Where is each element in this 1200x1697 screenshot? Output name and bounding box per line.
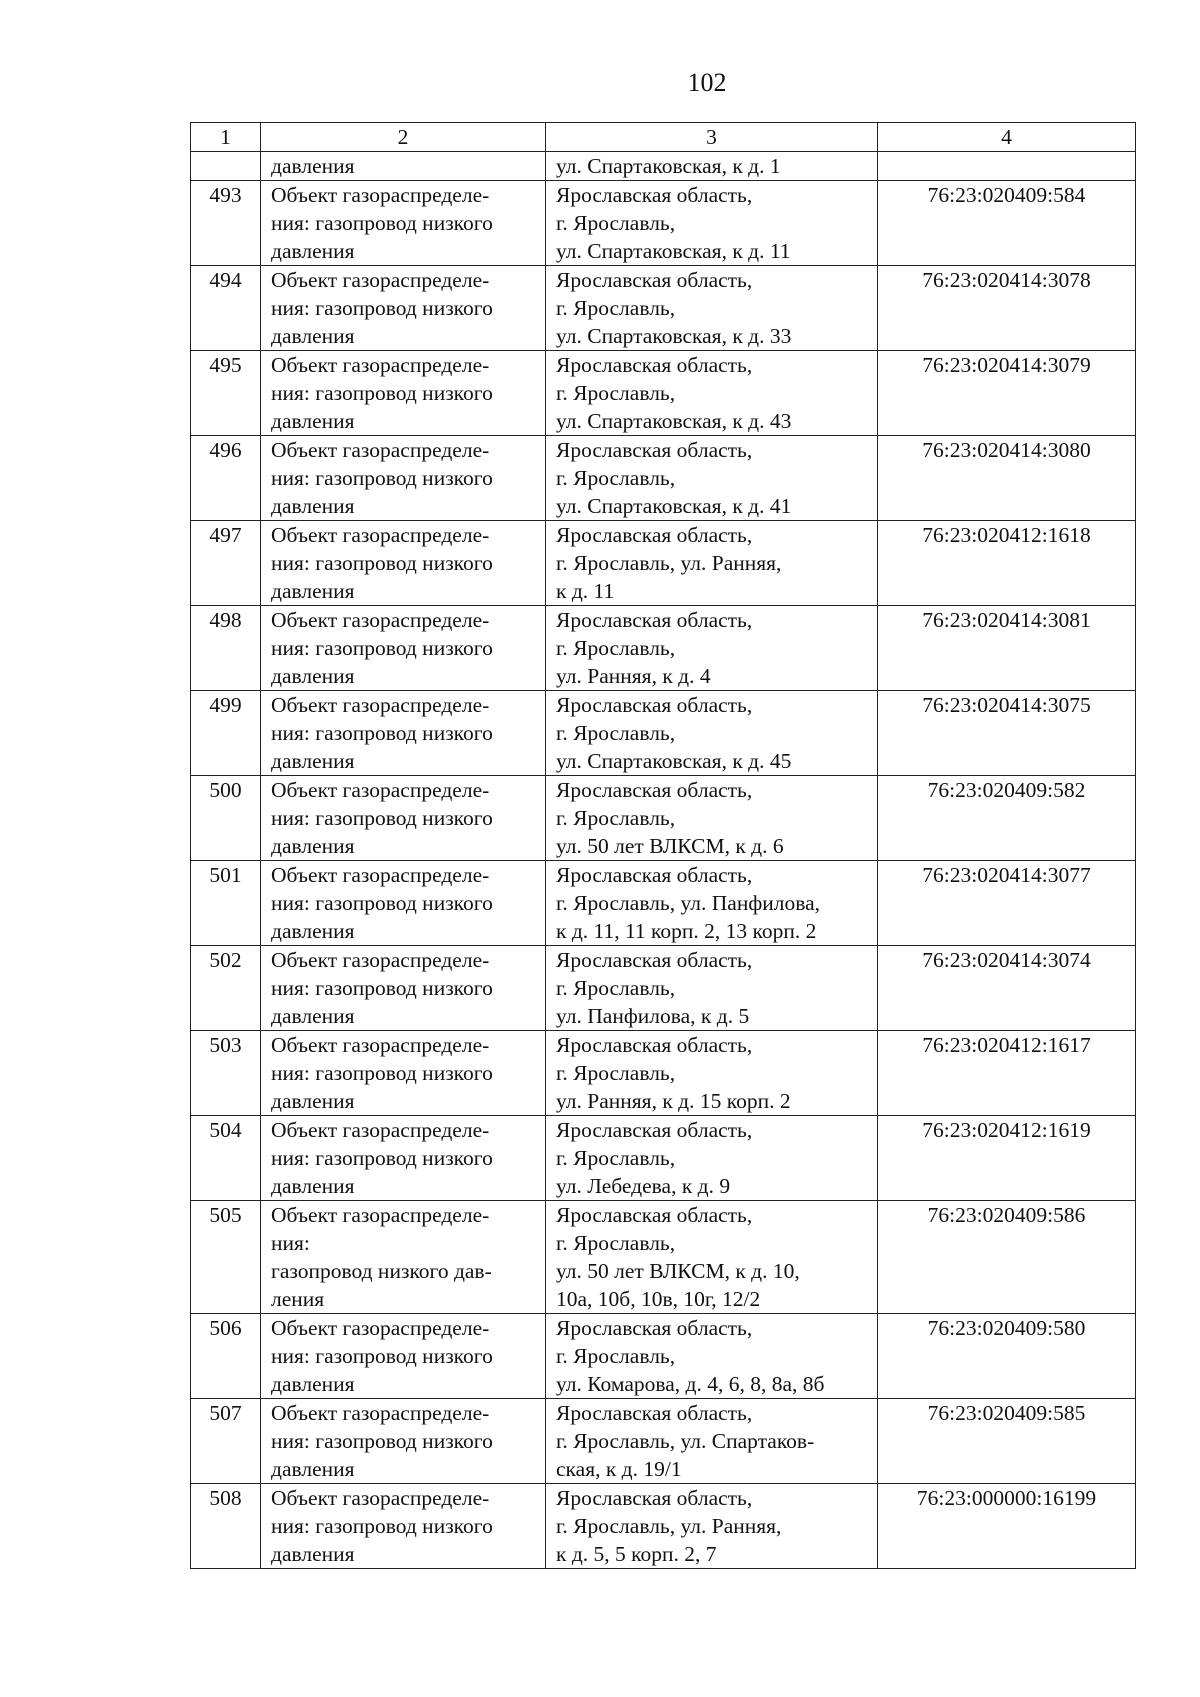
address-line: Ярославская область,	[556, 693, 753, 717]
cadastral-number: 76:23:020414:3075	[878, 691, 1136, 776]
object-name-line: давления	[271, 1174, 355, 1198]
address-line: г. Ярославль, ул. Ранняя,	[556, 1514, 782, 1538]
object-name-line: Объект газораспределе-	[271, 778, 490, 802]
object-name-line: ния:	[271, 1231, 310, 1255]
address-line: г. Ярославль,	[556, 1344, 676, 1368]
row-number: 498	[191, 606, 261, 691]
address-line: г. Ярославль,	[556, 636, 676, 660]
object-name-line: Объект газораспределе-	[271, 1118, 490, 1142]
object-name-cell	[261, 1314, 546, 1399]
object-name-cell	[261, 1201, 546, 1314]
object-name-cell	[261, 266, 546, 351]
address-line: ул. Панфилова, к д. 5	[556, 1004, 750, 1028]
address-cell	[546, 606, 878, 691]
cadastral-number: 76:23:020414:3081	[878, 606, 1136, 691]
object-name-line: ния: газопровод низкого	[271, 636, 493, 660]
row-number: 497	[191, 521, 261, 606]
object-name-line: Объект газораспределе-	[271, 183, 490, 207]
address-line: ская, к д. 19/1	[556, 1457, 682, 1481]
table-row	[191, 436, 1136, 521]
table-row	[191, 1031, 1136, 1116]
address-line: г. Ярославль,	[556, 381, 676, 405]
object-name-line: ния: газопровод низкого	[271, 1146, 493, 1170]
cadastral-number: 76:23:020414:3078	[878, 266, 1136, 351]
table-row-continuation	[191, 152, 1136, 181]
row-number	[191, 152, 261, 181]
table-row	[191, 181, 1136, 266]
object-name-line: ния: газопровод низкого	[271, 551, 493, 575]
row-number: 503	[191, 1031, 261, 1116]
object-name-cell	[261, 152, 546, 181]
address-line: Ярославская область,	[556, 268, 753, 292]
object-name-line: ния: газопровод низкого	[271, 211, 493, 235]
object-name-line: ния: газопровод низкого	[271, 1344, 493, 1368]
object-name-cell	[261, 181, 546, 266]
cadastral-number: 76:23:020412:1617	[878, 1031, 1136, 1116]
address-line: ул. Комарова, д. 4, 6, 8, 8а, 8б	[556, 1372, 825, 1396]
column-header-4: 4	[878, 123, 1136, 152]
address-cell	[546, 351, 878, 436]
object-name-line: давления	[271, 239, 355, 263]
address-line: г. Ярославль, ул. Панфилова,	[556, 891, 821, 915]
row-number: 496	[191, 436, 261, 521]
address-line: ул. Спартаковская, к д. 43	[556, 409, 792, 433]
object-name-line: Объект газораспределе-	[271, 268, 490, 292]
address-line: ул. Спартаковская, к д. 41	[556, 494, 792, 518]
object-name-line: Объект газораспределе-	[271, 1203, 490, 1227]
address-line: Ярославская область,	[556, 778, 753, 802]
table-row	[191, 946, 1136, 1031]
address-line: Ярославская область,	[556, 608, 753, 632]
address-line: г. Ярославль,	[556, 721, 676, 745]
address-cell	[546, 1031, 878, 1116]
object-name-line: Объект газораспределе-	[271, 948, 490, 972]
address-line: г. Ярославль, ул. Спартаков-	[556, 1429, 815, 1453]
address-cell	[546, 266, 878, 351]
column-header-1: 1	[191, 123, 261, 152]
object-name-cell	[261, 1399, 546, 1484]
address-line: ул. 50 лет ВЛКСМ, к д. 10,	[556, 1259, 800, 1283]
table-row	[191, 1399, 1136, 1484]
address-line: г. Ярославль,	[556, 1061, 676, 1085]
object-name-line: давления	[271, 324, 355, 348]
column-header-2: 2	[261, 123, 546, 152]
table-row	[191, 266, 1136, 351]
row-number: 493	[191, 181, 261, 266]
column-header-3: 3	[546, 123, 878, 152]
address-line: к д. 11, 11 корп. 2, 13 корп. 2	[556, 919, 817, 943]
address-line: Ярославская область,	[556, 1033, 753, 1057]
object-name-line: ния: газопровод низкого	[271, 806, 493, 830]
object-name-cell	[261, 1116, 546, 1201]
cadastral-number: 76:23:020409:584	[878, 181, 1136, 266]
object-name-line: Объект газораспределе-	[271, 353, 490, 377]
object-name-line: давления	[271, 919, 355, 943]
objects-table	[190, 122, 1136, 1569]
address-line: к д. 5, 5 корп. 2, 7	[556, 1542, 717, 1566]
row-number: 499	[191, 691, 261, 776]
table-row	[191, 521, 1136, 606]
table-row	[191, 776, 1136, 861]
address-line: ул. Спартаковская, к д. 1	[556, 154, 781, 178]
object-name-cell	[261, 776, 546, 861]
object-name-line: давления	[271, 1004, 355, 1028]
object-name-line: ния: газопровод низкого	[271, 891, 493, 915]
address-cell	[546, 1484, 878, 1569]
cadastral-number: 76:23:020409:586	[878, 1201, 1136, 1314]
object-name-line: давления	[271, 154, 355, 178]
cadastral-number	[878, 152, 1136, 181]
object-name-line: Объект газораспределе-	[271, 1486, 490, 1510]
object-name-line: Объект газораспределе-	[271, 693, 490, 717]
row-number: 500	[191, 776, 261, 861]
object-name-cell	[261, 1031, 546, 1116]
object-name-line: ния: газопровод низкого	[271, 976, 493, 1000]
address-cell	[546, 776, 878, 861]
object-name-line: давления	[271, 664, 355, 688]
table-row	[191, 1201, 1136, 1314]
object-name-line: давления	[271, 1542, 355, 1566]
object-name-cell	[261, 861, 546, 946]
table-header-row	[191, 123, 1136, 152]
address-line: Ярославская область,	[556, 353, 753, 377]
cadastral-number: 76:23:020409:582	[878, 776, 1136, 861]
table-row	[191, 606, 1136, 691]
object-name-line: ния: газопровод низкого	[271, 466, 493, 490]
address-line: ул. Спартаковская, к д. 45	[556, 749, 792, 773]
object-name-line: ния: газопровод низкого	[271, 721, 493, 745]
cadastral-number: 76:23:020409:580	[878, 1314, 1136, 1399]
address-cell	[546, 521, 878, 606]
address-cell	[546, 1201, 878, 1314]
object-name-line: давления	[271, 1457, 355, 1481]
address-line: Ярославская область,	[556, 1401, 753, 1425]
table-body	[191, 123, 1136, 1569]
row-number: 501	[191, 861, 261, 946]
row-number: 507	[191, 1399, 261, 1484]
cadastral-number: 76:23:020412:1618	[878, 521, 1136, 606]
row-number: 502	[191, 946, 261, 1031]
object-name-cell	[261, 351, 546, 436]
object-name-cell	[261, 691, 546, 776]
address-line: Ярославская область,	[556, 1118, 753, 1142]
cadastral-number: 76:23:020414:3074	[878, 946, 1136, 1031]
address-cell	[546, 1399, 878, 1484]
table-row	[191, 861, 1136, 946]
object-name-cell	[261, 946, 546, 1031]
object-name-line: ния: газопровод низкого	[271, 1061, 493, 1085]
address-line: ул. Спартаковская, к д. 33	[556, 324, 792, 348]
address-line: Ярославская область,	[556, 863, 753, 887]
address-line: 10а, 10б, 10в, 10г, 12/2	[556, 1287, 761, 1311]
object-name-cell	[261, 1484, 546, 1569]
object-name-line: Объект газораспределе-	[271, 1401, 490, 1425]
address-line: Ярославская область,	[556, 1486, 753, 1510]
object-name-line: Объект газораспределе-	[271, 863, 490, 887]
address-line: г. Ярославль,	[556, 466, 676, 490]
address-line: г. Ярославль,	[556, 211, 676, 235]
row-number: 506	[191, 1314, 261, 1399]
object-name-cell	[261, 606, 546, 691]
address-line: Ярославская область,	[556, 1316, 753, 1340]
table-row	[191, 351, 1136, 436]
object-name-line: давления	[271, 834, 355, 858]
object-name-line: давления	[271, 749, 355, 773]
row-number: 494	[191, 266, 261, 351]
address-cell	[546, 691, 878, 776]
address-line: к д. 11	[556, 579, 615, 603]
address-line: г. Ярославль,	[556, 1146, 676, 1170]
cadastral-number: 76:23:020414:3077	[878, 861, 1136, 946]
table-row	[191, 1314, 1136, 1399]
object-name-cell	[261, 521, 546, 606]
object-name-line: Объект газораспределе-	[271, 1316, 490, 1340]
address-line: ул. Ранняя, к д. 4	[556, 664, 711, 688]
object-name-line: давления	[271, 579, 355, 603]
address-line: ул. Спартаковская, к д. 11	[556, 239, 791, 263]
row-number: 495	[191, 351, 261, 436]
object-name-line: давления	[271, 1372, 355, 1396]
address-line: Ярославская область,	[556, 183, 753, 207]
table-row	[191, 1484, 1136, 1569]
address-line: Ярославская область,	[556, 438, 753, 462]
address-cell	[546, 1116, 878, 1201]
object-name-cell	[261, 436, 546, 521]
table-row	[191, 691, 1136, 776]
address-line: ул. Ранняя, к д. 15 корп. 2	[556, 1089, 791, 1113]
address-line: г. Ярославль,	[556, 1231, 676, 1255]
object-name-line: ния: газопровод низкого	[271, 1514, 493, 1538]
address-cell	[546, 436, 878, 521]
cadastral-number: 76:23:020414:3079	[878, 351, 1136, 436]
cadastral-number: 76:23:000000:16199	[878, 1484, 1136, 1569]
cadastral-number: 76:23:020412:1619	[878, 1116, 1136, 1201]
object-name-line: ления	[271, 1287, 325, 1311]
row-number: 505	[191, 1201, 261, 1314]
object-name-line: давления	[271, 409, 355, 433]
address-line: г. Ярославль,	[556, 976, 676, 1000]
object-name-line: ния: газопровод низкого	[271, 296, 493, 320]
address-cell	[546, 861, 878, 946]
address-cell	[546, 152, 878, 181]
row-number: 508	[191, 1484, 261, 1569]
object-name-line: ния: газопровод низкого	[271, 381, 493, 405]
address-cell	[546, 1314, 878, 1399]
address-line: Ярославская область,	[556, 948, 753, 972]
address-line: ул. Лебедева, к д. 9	[556, 1174, 731, 1198]
cadastral-number: 76:23:020409:585	[878, 1399, 1136, 1484]
object-name-line: газопровод низкого дав-	[271, 1259, 492, 1283]
address-cell	[546, 181, 878, 266]
address-line: ул. 50 лет ВЛКСМ, к д. 6	[556, 834, 784, 858]
cadastral-number: 76:23:020414:3080	[878, 436, 1136, 521]
address-line: г. Ярославль,	[556, 806, 676, 830]
object-name-line: давления	[271, 494, 355, 518]
address-line: г. Ярославль, ул. Ранняя,	[556, 551, 782, 575]
object-name-line: Объект газораспределе-	[271, 438, 490, 462]
object-name-line: Объект газораспределе-	[271, 1033, 490, 1057]
table-row	[191, 1116, 1136, 1201]
object-name-line: Объект газораспределе-	[271, 608, 490, 632]
page-number: 102	[687, 68, 727, 97]
address-line: г. Ярославль,	[556, 296, 676, 320]
row-number: 504	[191, 1116, 261, 1201]
address-line: Ярославская область,	[556, 1203, 753, 1227]
object-name-line: Объект газораспределе-	[271, 523, 490, 547]
address-line: Ярославская область,	[556, 523, 753, 547]
object-name-line: давления	[271, 1089, 355, 1113]
address-cell	[546, 946, 878, 1031]
object-name-line: ния: газопровод низкого	[271, 1429, 493, 1453]
